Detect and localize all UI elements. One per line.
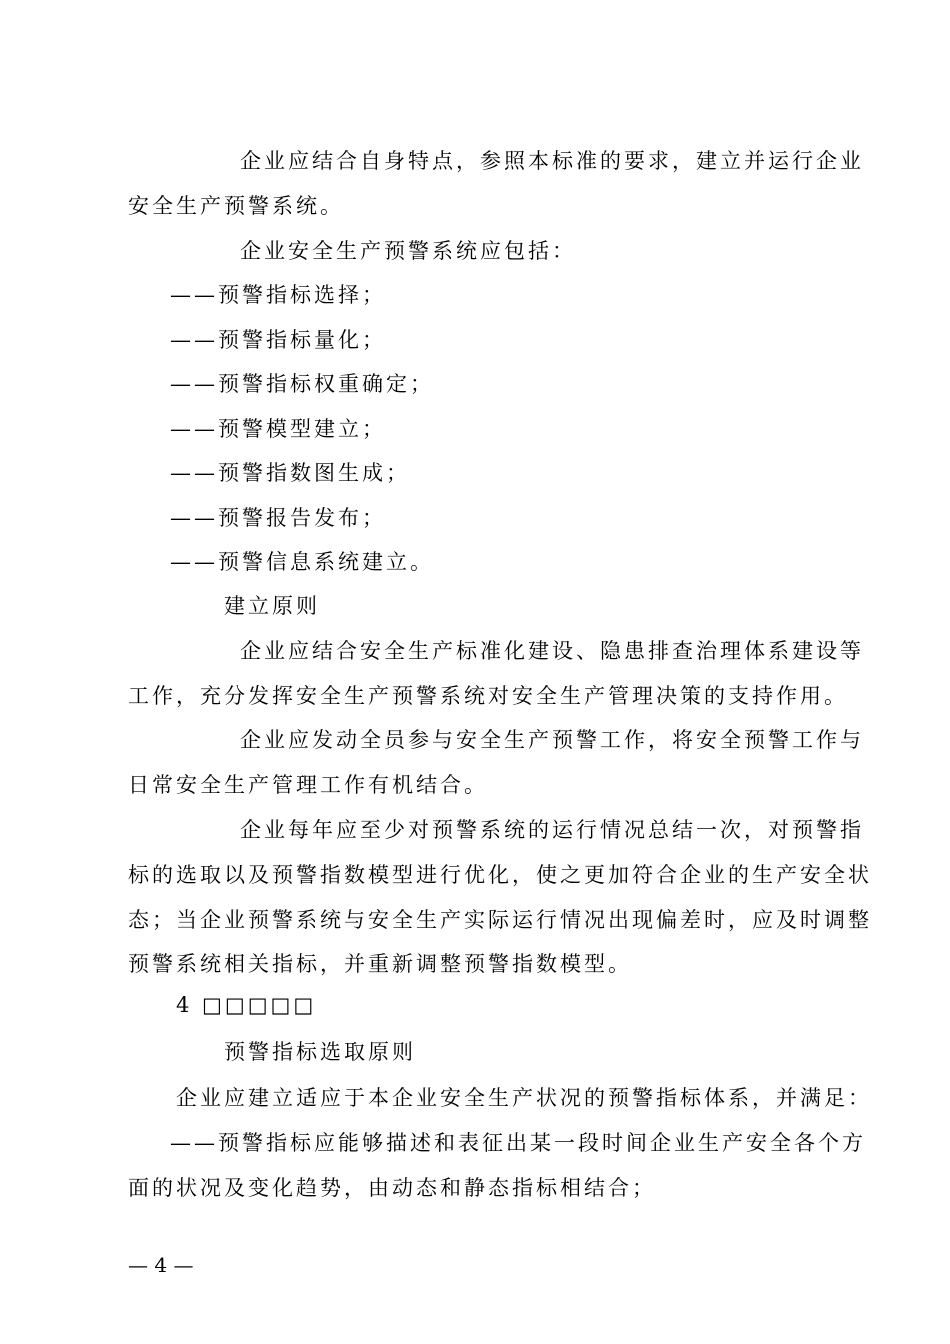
page-number: — 4 — bbox=[128, 1253, 194, 1277]
paragraph-line: 安全生产预警系统。 bbox=[128, 194, 344, 218]
paragraph-line: 企业应结合安全生产标准化建设、隐患排查治理体系建设等 bbox=[240, 639, 864, 663]
list-item: ——预警信息系统建立。 bbox=[170, 550, 434, 574]
list-item: ——预警指标权重确定； bbox=[170, 372, 434, 396]
list-item: ——预警模型建立； bbox=[170, 417, 386, 441]
section-heading: 预警指标选取原则 bbox=[224, 1040, 416, 1064]
paragraph-line: 预警系统相关指标，并重新调整预警指数模型。 bbox=[128, 952, 632, 976]
paragraph-line: 标的选取以及预警指数模型进行优化，使之更加符合企业的生产安全状 bbox=[128, 863, 872, 887]
list-item: ——预警报告发布； bbox=[170, 506, 386, 530]
paragraph-line: 企业应结合自身特点，参照本标准的要求，建立并运行企业 bbox=[240, 149, 864, 173]
list-item: ——预警指标选择； bbox=[170, 283, 386, 307]
paragraph-line: 企业应发动全员参与安全生产预警工作，将安全预警工作与 bbox=[240, 728, 864, 752]
section-heading-numbered: 4 □□□□□ bbox=[176, 993, 317, 1017]
paragraph-line: 态；当企业预警系统与安全生产实际运行情况出现偏差时，应及时调整 bbox=[128, 908, 872, 932]
paragraph-line: 日常安全生产管理工作有机结合。 bbox=[128, 773, 488, 797]
section-heading: 建立原则 bbox=[224, 594, 320, 618]
paragraph-line: 企业应建立适应于本企业安全生产状况的预警指标体系，并满足： bbox=[176, 1086, 872, 1110]
paragraph-line: 工作，充分发挥安全生产预警系统对安全生产管理决策的支持作用。 bbox=[128, 684, 848, 708]
paragraph-line: 企业每年应至少对预警系统的运行情况总结一次，对预警指 bbox=[240, 818, 864, 842]
list-item: ——预警指标量化； bbox=[170, 328, 386, 352]
list-item: ——预警指数图生成； bbox=[170, 461, 410, 485]
paragraph-line: 面的状况及变化趋势，由动态和静态指标相结合； bbox=[128, 1176, 656, 1200]
paragraph-line: 企业安全生产预警系统应包括： bbox=[240, 239, 576, 263]
list-item: ——预警指标应能够描述和表征出某一段时间企业生产安全各个方 bbox=[170, 1131, 866, 1155]
